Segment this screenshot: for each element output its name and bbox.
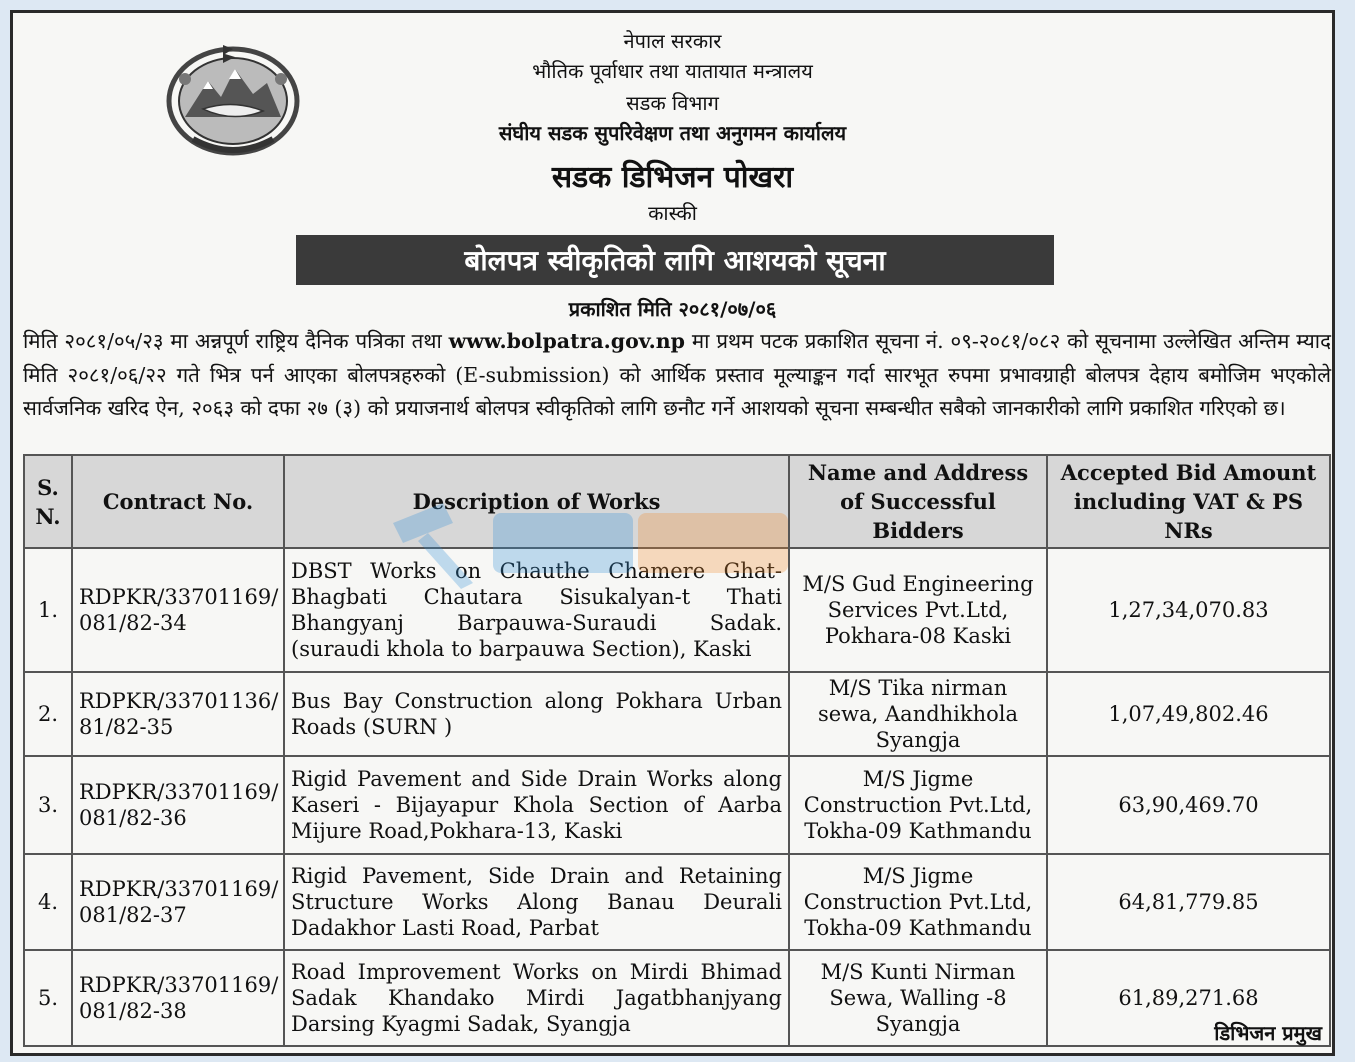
published-date: प्रकाशित मिति २०८१/०७/०६: [568, 297, 777, 321]
table-row: [24, 756, 1330, 854]
cell-amount: 64,81,779.85: [1047, 854, 1330, 950]
intro-part-2: मा प्रथम पटक प्रकाशित सूचना नं. ०९-२०८१/०८२ को सूचनामा उल्लेखित अन्तिम म्याद मिति २०८१/०६/२२ गते भित्र पर्न आएका बोलपत्रहरुको (E-submission) को आर्थिक प्रस्ताव मूल्याङ्कन गर्दा सारभूत रुपमा प्रभावग्राही बोलपत्र देहाय बमोजिम भएकोले सार्वजनिक खरिद ऐन, २०६३ को दफा २७ (३) को प्रयाजनार्थ बोलपत्र स्वीकृतिको लागि छनौट गर्ने आशयको सूचना सम्बन्धीत सबैको जानकारीको लागि प्रकाशित गरिएको छ।: [23, 329, 1331, 420]
cell-description: Road Improvement Works on Mirdi Bhimad Sadak Khandako Mirdi Jagatbhanjyang Darsing Kyagmi Sadak, Syangja: [284, 950, 789, 1046]
website-link[interactable]: www.bolpatra.gov.np: [448, 329, 685, 353]
header-amount: Accepted Bid Amount including VAT & PS NRs: [1047, 455, 1330, 548]
cell-contract: RDPKR/33701136/ 81/82-35: [72, 672, 284, 756]
cell-sn: 2.: [24, 672, 72, 756]
bids-table: [23, 454, 1331, 1047]
cell-sn: 1.: [24, 548, 72, 672]
header-sn: S. N.: [24, 455, 72, 548]
header-description: Description of Works: [284, 455, 789, 548]
cell-contract: RDPKR/33701169/ 081/82-38: [72, 950, 284, 1046]
intro-part-1: मिति २०८१/०५/२३ मा अन्नपूर्ण राष्ट्रिय दैनिक पत्रिका तथा: [23, 329, 449, 353]
cell-description: Bus Bay Construction along Pokhara Urban Roads (SURN ): [284, 672, 789, 756]
ministry-name: भौतिक पूर्वाधार तथा यातायात मन्त्रालय: [532, 59, 813, 83]
cell-description: Rigid Pavement and Side Drain Works along Kaseri - Bijayapur Khola Section of Aarba Mijure Road,Pokhara-13, Kaski: [284, 756, 789, 854]
district-name: कास्की: [648, 201, 697, 225]
cell-sn: 5.: [24, 950, 72, 1046]
cell-amount: 1,27,34,070.83: [1047, 548, 1330, 672]
cell-amount: 1,07,49,802.46: [1047, 672, 1330, 756]
notice-page: [10, 10, 1335, 1056]
table-row: [24, 672, 1330, 756]
cell-amount: 61,89,271.68: [1047, 950, 1330, 1046]
table-row: [24, 950, 1330, 1046]
notice-title: बोलपत्र स्वीकृतिको लागि आशयको सूचना: [296, 235, 1054, 285]
header-bidder: Name and Address of Successful Bidders: [789, 455, 1047, 548]
table-header-row: [24, 455, 1330, 548]
cell-amount: 63,90,469.70: [1047, 756, 1330, 854]
cell-bidder: M/S Jigme Construction Pvt.Ltd, Tokha-09 Kathmandu: [789, 756, 1047, 854]
header-contract: Contract No.: [72, 455, 284, 548]
cell-bidder: M/S Gud Engineering Services Pvt.Ltd, Pokhara-08 Kaski: [789, 548, 1047, 672]
cell-bidder: M/S Jigme Construction Pvt.Ltd, Tokha-09 Kathmandu: [789, 854, 1047, 950]
government-name: नेपाल सरकार: [623, 29, 722, 53]
division-name: सडक डिभिजन पोखरा: [551, 160, 794, 195]
intro-paragraph: [23, 325, 1331, 426]
cell-contract: RDPKR/33701169/ 081/82-36: [72, 756, 284, 854]
cell-description: DBST Works on Chauthe Chamere Ghat-Bhagbati Chautara Sisukalyan-t Thati Bhangyanj Barpauwa-Suraudi Sadak. (suraudi khola to barpauwa Section), Kaski: [284, 548, 789, 672]
cell-bidder: M/S Kunti Nirman Sewa, Walling -8 Syangja: [789, 950, 1047, 1046]
cell-bidder: M/S Tika nirman sewa, Aandhikhola Syangja: [789, 672, 1047, 756]
signature-title: डिभिजन प्रमुख: [1214, 1021, 1322, 1045]
cell-sn: 3.: [24, 756, 72, 854]
cell-description: Rigid Pavement, Side Drain and Retaining Structure Works Along Banau Deurali Dadakhor Lasti Road, Parbat: [284, 854, 789, 950]
department-name: सडक विभाग: [626, 91, 719, 115]
cell-sn: 4.: [24, 854, 72, 950]
table-row: [24, 548, 1330, 672]
cell-contract: RDPKR/33701169/ 081/82-37: [72, 854, 284, 950]
office-name: संघीय सडक सुपरिवेक्षण तथा अनुगमन कार्यालय: [498, 121, 847, 145]
table-row: [24, 854, 1330, 950]
cell-contract: RDPKR/33701169/ 081/82-34: [72, 548, 284, 672]
